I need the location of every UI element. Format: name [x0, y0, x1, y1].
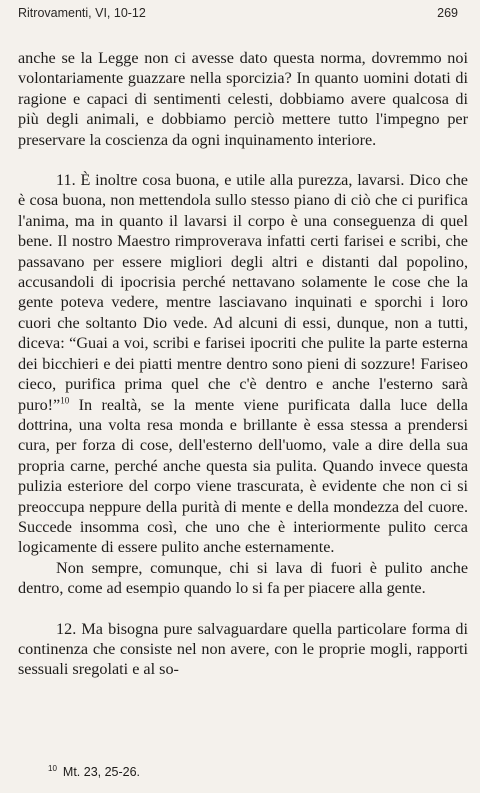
footnote-reference[interactable]: 10	[60, 395, 70, 406]
paragraph-section-11	[18, 170, 468, 558]
footnote-text: Mt. 23, 25-26.	[62, 765, 141, 780]
page-number: 269	[437, 6, 458, 20]
running-header	[18, 6, 458, 20]
paragraph-section-12: 12. Ma bisogna pure salvaguardare quella particolare forma di continenza che consiste nel non avere, con le proprie mogli, rapporti sessuali sregolati e al so-	[18, 619, 468, 679]
paragraph-text: 11. È inoltre cosa buona, e utile alla purezza, lavarsi. Dico che è cosa buona, non mettendola sullo stesso piano di ciò che ci purifica l'anima, ma in quanto il lavarsi il corpo è una conseguenza di quel bene. Il nostro Maestro rimproverava infatti certi farisei e scribi, che passavano per essere migliori degli altri e distanti dal popolino, accusandoli di ipocrisia perché nettavano solamente le cose che la gente poteva vedere, mentre lasciavano inquinati e sporchi i loro cuori che soltanto Dio vede. Ad alcuni di essi, dunque, non a tutti, diceva: “Guai a voi, scribi e farisei ipocriti che pulite la parte esterna dei bicchieri e dei piatti mentre dentro sono pieni di sozzure! Fariseo cieco, purifica prima quel che c'è dentro e anche l'esterno sarà puro!”	[18, 171, 468, 414]
page-body	[18, 48, 468, 680]
paragraph-text-continued: In realtà, se la mente viene purificata dalla luce della dottrina, una volta resa monda e brillante è essa stessa a prendersi cura, per forza di cose, dell'esterno dell'uomo, vale a dire della sua propria carne, perché anche questa sia pulita. Quando invece questa pulizia esteriore del corpo viene trascurata, è evidente che non ci si preoccupa neppure della purità di mente e della mondezza del cuore. Succede insomma così, che uno che è interiormente pulito cerca logicamente di essere pulito anche esternamente.	[18, 395, 468, 557]
paragraph-washing-outside: Non sempre, comunque, chi si lava di fuori è pulito anche dentro, come ad esempio quando lo si fa per piacere alla gente.	[18, 558, 468, 598]
footnote-number: 10	[48, 764, 57, 773]
paragraph-continuation: anche se la Legge non ci avesse dato questa norma, dovremmo noi volontariamente guazzare nella sporcizia? In quanto uomini dotati di ragione e capaci di sentimenti celesti, dobbiamo avere qualcosa di più degli animali, e dobbiamo perciò mettere tutto l'impegno per preservare la coscienza da ogni inquinamento interiore.	[18, 49, 468, 149]
footnote	[48, 764, 140, 779]
running-title: Ritrovamenti, VI, 10-12	[18, 6, 146, 20]
